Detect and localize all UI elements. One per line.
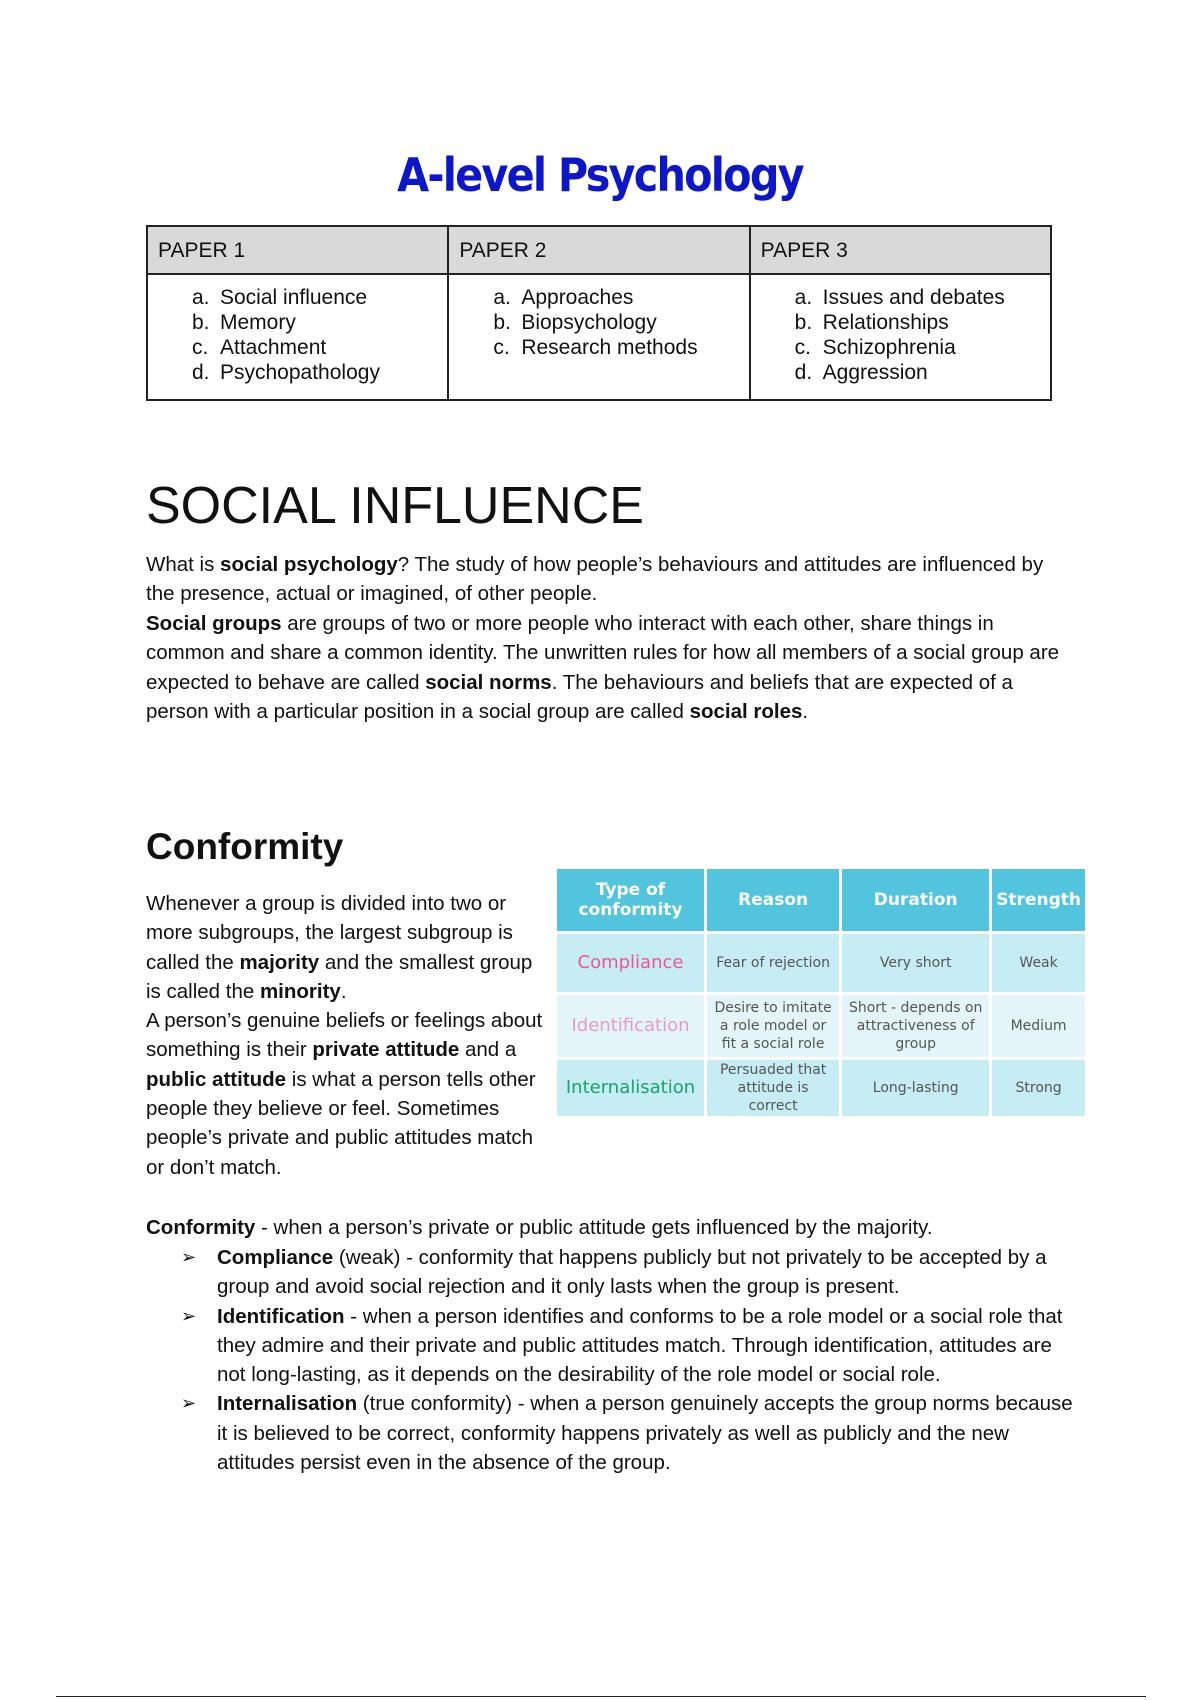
list-item: d. Aggression xyxy=(794,361,928,384)
document-title: A-level Psychology xyxy=(397,148,803,202)
paper-1-topics xyxy=(147,274,448,400)
paper-2-header: PAPER 2 xyxy=(448,226,749,274)
type-reason: Persuaded that attitude is correct xyxy=(707,1060,839,1116)
table-row xyxy=(557,995,1085,1057)
header-duration: Duration xyxy=(842,869,989,931)
table-row xyxy=(557,1060,1085,1116)
arrow-bullet-icon: ➢ xyxy=(181,1305,197,1326)
papers-table xyxy=(146,225,1052,401)
section-title: SOCIAL INFLUENCE xyxy=(146,477,644,535)
type-reason: Desire to imitate a role model or fit a social role xyxy=(707,995,839,1057)
conformity-types-table xyxy=(554,866,1088,1119)
papers-header-row xyxy=(147,226,1051,274)
list-item: ➢ Compliance (weak) - conformity that happens publicly but not privately to be accepted by a group and avoid social rejection and it only lasts when the group is present. xyxy=(176,1243,1076,1302)
paper-1-header: PAPER 1 xyxy=(147,226,448,274)
list-item: b. Biopsychology xyxy=(493,311,657,334)
list-item: ➢ Identification - when a person identifies and conforms to be a role model or a social role that they admire and their private and public attitudes match. Through identification, attitudes are not long-lasting, as it depends on the desirability of the role model or social role. xyxy=(176,1302,1076,1390)
papers-topics-row xyxy=(147,274,1051,400)
footer-divider xyxy=(56,1696,1146,1697)
list-item: b. Relationships xyxy=(794,311,949,334)
header-type: Type of conformity xyxy=(557,869,704,931)
list-item: a. Social influence xyxy=(192,286,368,309)
conformity-paragraph: Whenever a group is divided into two or more subgroups, the largest subgroup is called the majority and the smallest group is called the minority. A person’s genuine beliefs or feelings about something is their private attitude and a public attitude is what a person tells other people they believe or feel. Sometimes people’s private and public attitudes match or don’t match. xyxy=(146,892,543,1179)
header-strength: Strength xyxy=(992,869,1085,931)
type-duration: Long-lasting xyxy=(842,1060,989,1116)
list-item: ➢ Internalisation (true conformity) - when a person genuinely accepts the group norms because it is believed to be correct, conformity happens privately as well as publicly and the new attitudes persist even in the absence of the group. xyxy=(176,1389,1076,1477)
intro-paragraph-2: Social groups are groups of two or more people who interact with each other, share things in common and share a common identity. The unwritten rules for how all members of a social group are expected to behave are called social norms. The behaviours and beliefs that are expected of a person with a particular position in a social group are called social roles. xyxy=(146,612,1060,723)
header-reason: Reason xyxy=(707,869,839,931)
conformity-definition: Conformity - when a person’s private or public attitude gets influenced by the majority. xyxy=(146,1216,933,1239)
type-strength: Medium xyxy=(992,995,1085,1057)
table-row xyxy=(557,934,1085,992)
list-item: c. Research methods xyxy=(493,336,698,359)
conformity-heading: Conformity xyxy=(146,826,344,867)
type-name: Internalisation xyxy=(557,1060,704,1116)
list-item: c. Schizophrenia xyxy=(794,336,956,359)
type-duration: Short - depends on attractiveness of group xyxy=(842,995,989,1057)
type-name: Compliance xyxy=(557,934,704,992)
arrow-bullet-icon: ➢ xyxy=(181,1393,197,1414)
type-reason: Fear of rejection xyxy=(707,934,839,992)
type-strength: Weak xyxy=(992,934,1085,992)
paper-3-topics xyxy=(750,274,1051,400)
list-item: a. Approaches xyxy=(493,286,634,309)
conformity-types-list xyxy=(176,1243,1076,1477)
list-item: a. Issues and debates xyxy=(794,286,1005,309)
list-item: d. Psychopathology xyxy=(192,361,380,384)
paper-3-header: PAPER 3 xyxy=(750,226,1051,274)
type-duration: Very short xyxy=(842,934,989,992)
arrow-bullet-icon: ➢ xyxy=(181,1247,197,1267)
paper-2-topics xyxy=(448,274,749,400)
type-strength: Strong xyxy=(992,1060,1085,1116)
list-item: b. Memory xyxy=(192,311,296,334)
intro-paragraph-1: What is social psychology? The study of how people’s behaviours and attitudes are influenced by the presence, actual or imagined, of other people. xyxy=(146,553,1044,606)
type-name: Identification xyxy=(557,995,704,1057)
table-header-row xyxy=(557,869,1085,931)
list-item: c. Attachment xyxy=(192,336,327,359)
